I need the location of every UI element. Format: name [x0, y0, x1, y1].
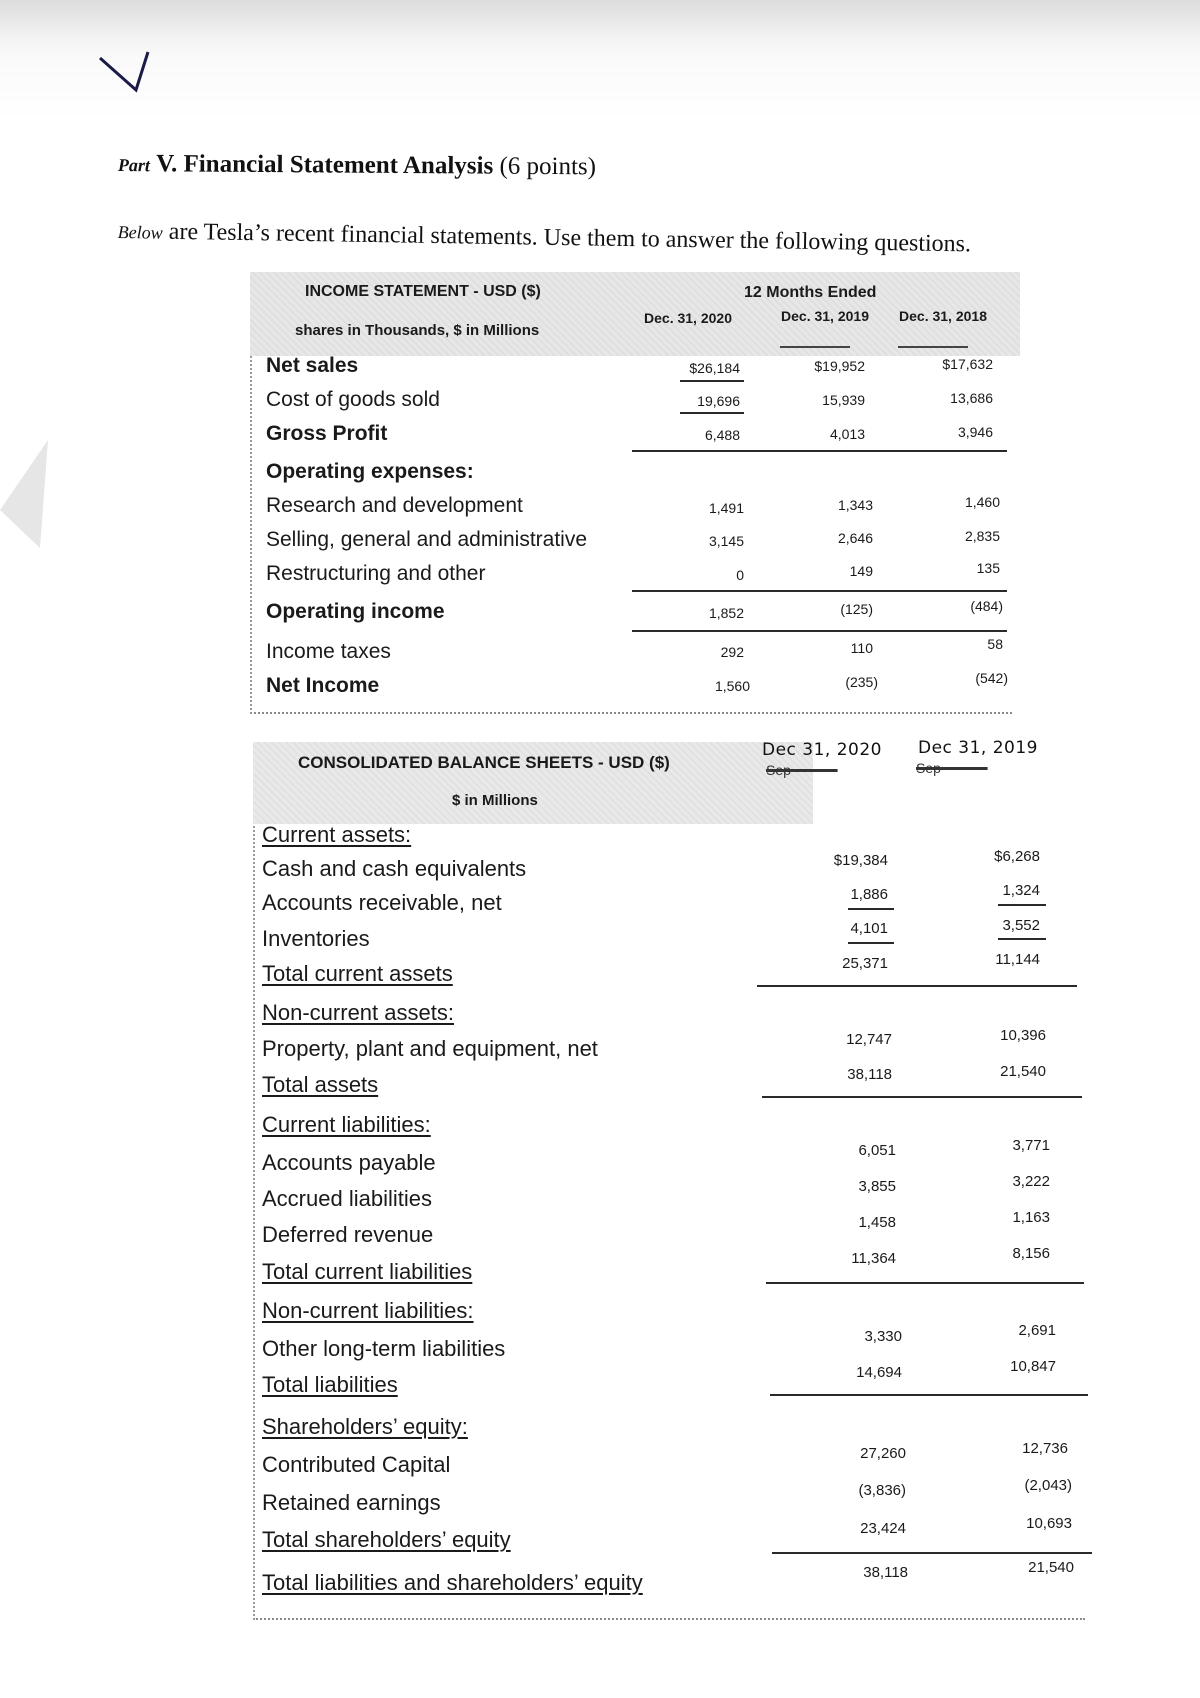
cell-value: 58 — [987, 636, 1003, 652]
cell-value: (542) — [975, 670, 1008, 686]
cell-value: 4,013 — [829, 426, 865, 442]
handwritten-column-date: Dec 31, 2020 — [762, 740, 883, 760]
row-label: Inventories — [262, 926, 370, 951]
cell-value: 3,771 — [1012, 1137, 1050, 1154]
cell-value: (3,836) — [858, 1482, 906, 1499]
cell-value: 11,364 — [851, 1250, 896, 1267]
cell-value: 3,145 — [708, 533, 744, 549]
income-statement-title: INCOME STATEMENT - USD ($) — [305, 283, 541, 300]
cell-value: 21,540 — [1028, 1559, 1074, 1576]
row-label: Gross Profit — [266, 422, 388, 445]
cell-value: 110 — [850, 640, 873, 656]
cell-value: 1,343 — [837, 497, 873, 513]
cell-value: 1,560 — [714, 678, 750, 694]
total-rule — [772, 1552, 1092, 1554]
cell-value: 2,835 — [964, 528, 1000, 544]
balance-sheet-title: CONSOLIDATED BALANCE SHEETS - USD ($) — [298, 753, 670, 772]
total-rule — [762, 1096, 1082, 1098]
cell-value: $6,268 — [994, 848, 1040, 865]
column-header: Dec. 31, 2019 — [781, 308, 869, 324]
cell-value: 14,694 — [856, 1364, 902, 1381]
intro-prefix: Below — [117, 221, 163, 243]
cell-value: 3,222 — [1012, 1173, 1050, 1190]
handwritten-column-date: Dec 31, 2019 — [918, 738, 1039, 758]
pen-mark-corner — [96, 50, 156, 150]
cell-value: $19,952 — [814, 358, 865, 374]
cell-value: 2,691 — [1018, 1322, 1056, 1339]
row-label: Research and development — [266, 494, 523, 517]
total-rule — [757, 985, 1077, 987]
row-label: Total liabilities — [262, 1372, 398, 1397]
hand-underline — [848, 942, 894, 944]
total-rule — [766, 1282, 1084, 1284]
row-label: Restructuring and other — [266, 562, 486, 585]
heading-prefix: Part — [117, 154, 150, 176]
cell-value: $17,632 — [942, 356, 993, 372]
struck-column-header: Sep — [916, 760, 941, 776]
cell-value: 0 — [736, 567, 744, 583]
cell-value: 15,939 — [822, 392, 865, 408]
section-heading — [118, 150, 596, 181]
cell-value: 149 — [849, 563, 873, 579]
cell-value: (484) — [970, 598, 1003, 614]
cell-value: 19,696 — [697, 393, 740, 409]
cell-value: 12,736 — [1022, 1440, 1068, 1457]
row-label: Cash and cash equivalents — [262, 856, 527, 881]
hand-underline — [848, 908, 894, 910]
header-underline — [898, 346, 968, 348]
hand-underline — [680, 412, 744, 414]
cell-value: 25,371 — [842, 955, 888, 972]
total-rule — [632, 630, 1007, 632]
cell-value: 23,424 — [860, 1520, 906, 1537]
row-label: Contributed Capital — [262, 1452, 451, 1477]
cell-value: $26,184 — [689, 360, 740, 376]
cell-value: 8,156 — [1012, 1245, 1050, 1262]
row-label: Operating income — [266, 600, 445, 623]
row-label: Current assets: — [262, 822, 412, 847]
row-label: Non-current assets: — [262, 1000, 454, 1025]
row-label: Selling, general and administrative — [266, 528, 588, 551]
row-label: Current liabilities: — [262, 1112, 431, 1137]
income-statement-subtitle: shares in Thousands, $ in Millions — [295, 322, 540, 339]
cell-value: 13,686 — [950, 390, 993, 406]
heading-points: (6 points) — [499, 152, 597, 181]
cell-value: 3,330 — [864, 1328, 902, 1345]
cell-value: 27,260 — [860, 1445, 906, 1462]
cell-value: 2,646 — [837, 530, 873, 546]
cell-value: $19,384 — [833, 852, 888, 869]
column-header: Dec. 31, 2020 — [644, 310, 732, 326]
row-label: Total liabilities and shareholders’ equity — [262, 1570, 643, 1595]
cell-value: 38,118 — [863, 1564, 908, 1581]
cell-value: 38,118 — [847, 1066, 892, 1083]
row-label: Income taxes — [266, 640, 391, 663]
cell-value: 292 — [720, 644, 744, 660]
period-header: 12 Months Ended — [744, 284, 877, 301]
cell-value: 3,552 — [1002, 917, 1040, 934]
total-rule — [770, 1394, 1088, 1396]
struck-column-header: Sep — [766, 762, 791, 778]
cell-value: (125) — [840, 601, 873, 617]
balance-sheet-subtitle: $ in Millions — [452, 792, 538, 809]
row-label: Retained earnings — [262, 1490, 441, 1515]
row-label: Accounts payable — [262, 1150, 436, 1175]
row-label: Accrued liabilities — [262, 1186, 432, 1211]
cell-value: 1,458 — [858, 1214, 896, 1231]
row-label: Accounts receivable, net — [262, 890, 502, 915]
heading-title: V. Financial Statement Analysis — [156, 150, 494, 180]
row-label: Total shareholders’ equity — [262, 1527, 511, 1552]
cell-value: 1,163 — [1012, 1209, 1050, 1226]
cell-value: (235) — [845, 674, 878, 690]
cell-value: 1,852 — [708, 605, 744, 621]
cell-value: 10,847 — [1010, 1358, 1056, 1375]
cell-value: 6,488 — [704, 427, 740, 443]
row-label: Other long-term liabilities — [262, 1336, 506, 1361]
cell-value: 11,144 — [995, 951, 1040, 968]
row-label: Net Income — [266, 674, 380, 697]
cell-value: 1,324 — [1002, 882, 1040, 899]
hand-underline — [998, 938, 1046, 940]
cell-value: 3,946 — [957, 424, 993, 440]
row-label: Total current liabilities — [262, 1259, 473, 1284]
cell-value: 6,051 — [858, 1142, 896, 1159]
row-label: Non-current liabilities: — [262, 1298, 474, 1323]
page-edge-fold — [0, 430, 50, 550]
row-label: Shareholders’ equity: — [262, 1414, 468, 1439]
cell-value: 10,396 — [1000, 1027, 1046, 1044]
total-rule — [632, 450, 1007, 452]
intro-text: are Tesla’s recent financial statements. Use them to answer the following questions. — [168, 218, 972, 258]
cell-value: 12,747 — [846, 1031, 892, 1048]
cell-value: 21,540 — [1000, 1063, 1046, 1080]
row-label: Deferred revenue — [262, 1222, 434, 1247]
row-label: Total current assets — [262, 961, 453, 986]
row-label: Cost of goods sold — [266, 388, 440, 411]
row-label: Total assets — [262, 1072, 379, 1097]
column-header: Dec. 31, 2018 — [899, 308, 987, 324]
row-label: Operating expenses: — [266, 460, 474, 483]
row-label: Net sales — [266, 354, 359, 377]
hand-underline — [680, 380, 744, 382]
cell-value: 3,855 — [858, 1178, 896, 1195]
hand-underline — [998, 904, 1046, 906]
header-underline — [780, 346, 850, 348]
cell-value: 10,693 — [1026, 1515, 1072, 1532]
total-rule — [632, 590, 1007, 592]
cell-value: 1,491 — [708, 500, 744, 516]
cell-value: 1,460 — [964, 494, 1000, 510]
cell-value: 135 — [976, 560, 1000, 576]
cell-value: 1,886 — [850, 886, 888, 903]
cell-value: (2,043) — [1024, 1477, 1072, 1494]
row-label: Property, plant and equipment, net — [262, 1036, 598, 1061]
cell-value: 4,101 — [850, 920, 888, 937]
